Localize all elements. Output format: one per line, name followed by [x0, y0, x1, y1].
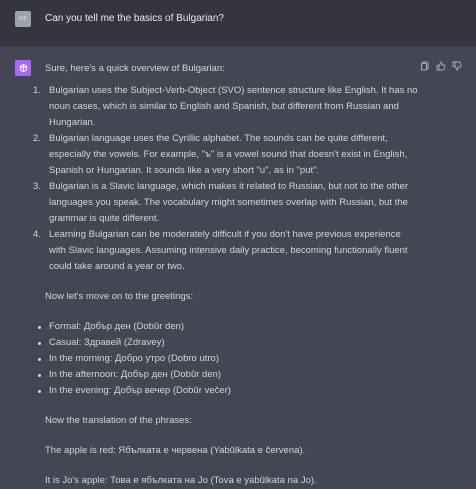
list-item: Casual: Здравей (Zdravey)	[45, 335, 420, 351]
thumbs-down-icon[interactable]	[452, 61, 462, 71]
user-message-text: Can you tell me the basics of Bulgarian?	[45, 13, 224, 24]
phrase-translation: The apple is red: Ябълката е червена (Yabŭlkata e červena).	[45, 445, 306, 456]
numbered-list	[33, 83, 420, 275]
list-item: In the evening: Добър вечер (Dobŭr večer)	[45, 383, 420, 399]
user-message-row	[0, 0, 476, 47]
copy-icon[interactable]	[420, 61, 430, 71]
phrase-translation: It is Jo's apple: Това е ябълката на Jo (Tova e yabŭlkata na Jo).	[45, 475, 317, 486]
assistant-message-row	[0, 47, 476, 486]
list-item: In the morning: Добро утро (Dobro utro)	[45, 351, 420, 367]
greetings-list	[45, 319, 420, 399]
list-item: 1. Bulgarian uses the Subject-Verb-Object (SVO) sentence structure like English. It has no noun cases, which is similar to English and Spanish, but different from Russian and Hungarian.	[33, 85, 418, 128]
list-item: 4. Learning Bulgarian can be moderately difficult if you don't have previous experience with Slavic languages. Assuming intensive daily practice, becoming functionally fluent could take around a year or two.	[33, 229, 408, 272]
intro-text: Sure, here's a quick overview of Bulgarian:	[45, 63, 225, 74]
list-item: 3. Bulgarian is a Slavic language, which makes it related to Russian, but not to the other languages you speak. The vocabulary might sometimes overlap with Russian, but the grammar is quite different.	[33, 181, 409, 224]
assistant-message-content	[33, 61, 420, 489]
list-item: In the afternoon: Добър ден (Dobŭr den)	[45, 367, 420, 383]
thumbs-up-icon[interactable]	[436, 61, 446, 71]
assistant-logo-icon	[15, 60, 31, 76]
message-actions	[420, 61, 462, 71]
avatar: OF	[15, 11, 31, 27]
translation-intro: Now the translation of the phrases:	[45, 415, 192, 426]
openai-logo-icon	[18, 63, 29, 74]
greetings-intro: Now let's move on to the greetings:	[45, 291, 194, 302]
list-item: 2. Bulgarian language uses the Cyrillic alphabet. The sounds can be quite different, especially the vowels. For example, "ъ" is a vowel sound that doesn't exist in English, Spanish or Hungarian. It sounds like a very short "u", as in "put".	[33, 133, 408, 176]
list-item: Formal: Добър ден (Dobŭr den)	[45, 319, 420, 335]
